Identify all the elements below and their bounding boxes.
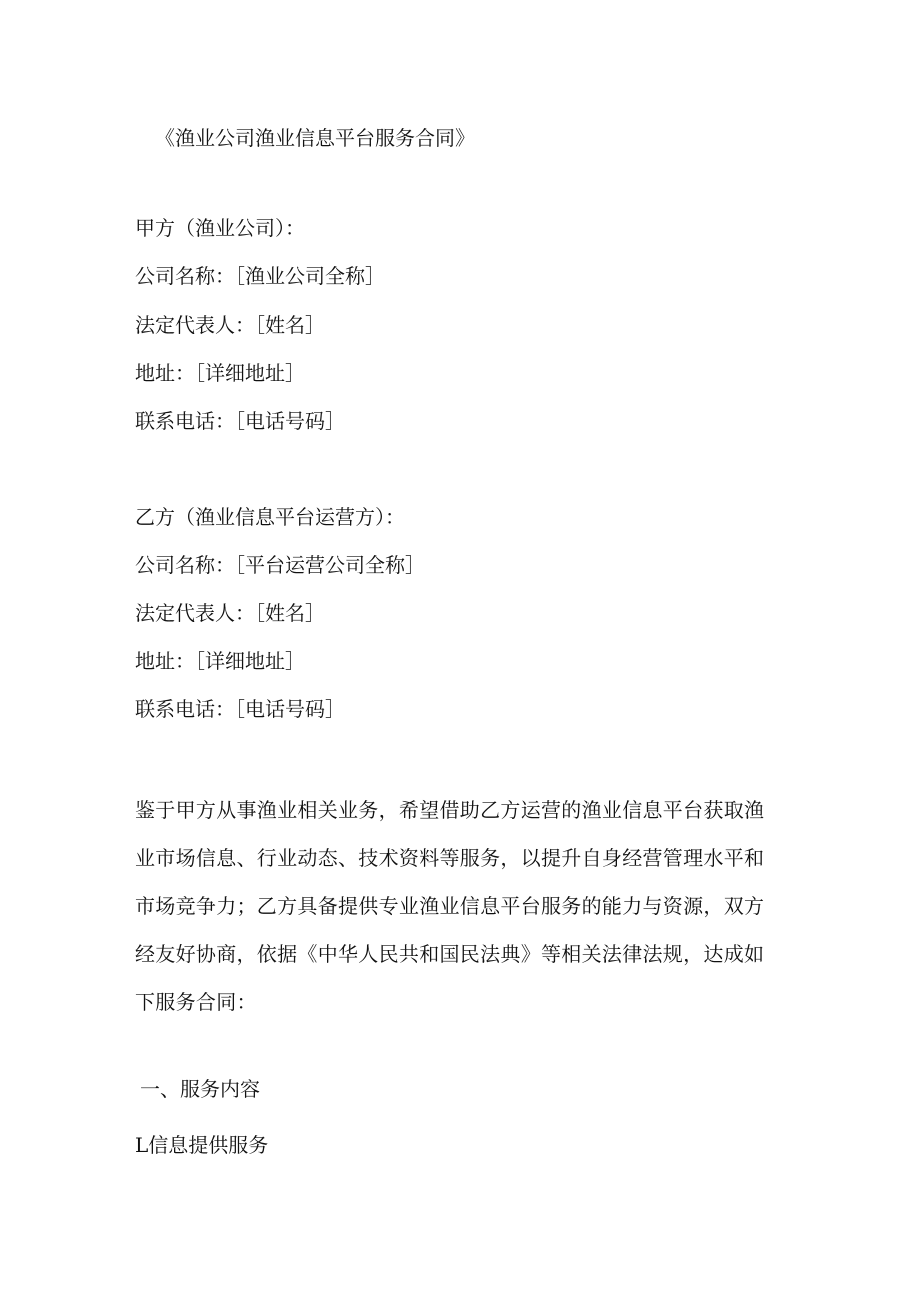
party-a-representative: 法定代表人：［姓名］ bbox=[135, 313, 325, 337]
document-title: 《渔业公司渔业信息平台服务合同》 bbox=[155, 126, 475, 150]
preamble-line: 鉴于甲方从事渔业相关业务，希望借助乙方运营的渔业信息平台获取渔 bbox=[135, 798, 765, 822]
preamble-line: 业市场信息、行业动态、技术资料等服务，以提升自身经营管理水平和 bbox=[135, 846, 765, 870]
party-a-phone: 联系电话：［电话号码］ bbox=[135, 409, 345, 433]
party-b-representative: 法定代表人：［姓名］ bbox=[135, 601, 325, 625]
preamble-line: 经友好协商，依据《中华人民共和国民法典》等相关法律法规，达成如 bbox=[135, 942, 765, 966]
party-b-company: 公司名称：［平台运营公司全称］ bbox=[135, 553, 425, 577]
party-b-address: 地址：［详细地址］ bbox=[135, 649, 305, 673]
preamble-line: 下服务合同： bbox=[135, 990, 257, 1014]
party-a-company: 公司名称：［渔业公司全称］ bbox=[135, 264, 385, 288]
section-1-heading: 一、服务内容 bbox=[140, 1077, 260, 1101]
party-a-address: 地址：［详细地址］ bbox=[135, 361, 305, 385]
party-a-heading: 甲方（渔业公司）： bbox=[135, 216, 305, 240]
preamble-line: 市场竞争力；乙方具备提供专业渔业信息平台服务的能力与资源，双方 bbox=[135, 894, 765, 918]
preamble-paragraph bbox=[135, 786, 765, 1026]
section-1-item-1: L信息提供服务 bbox=[135, 1133, 269, 1157]
party-b-phone: 联系电话：［电话号码］ bbox=[135, 697, 345, 721]
party-b-heading: 乙方（渔业信息平台运营方）： bbox=[135, 505, 405, 529]
